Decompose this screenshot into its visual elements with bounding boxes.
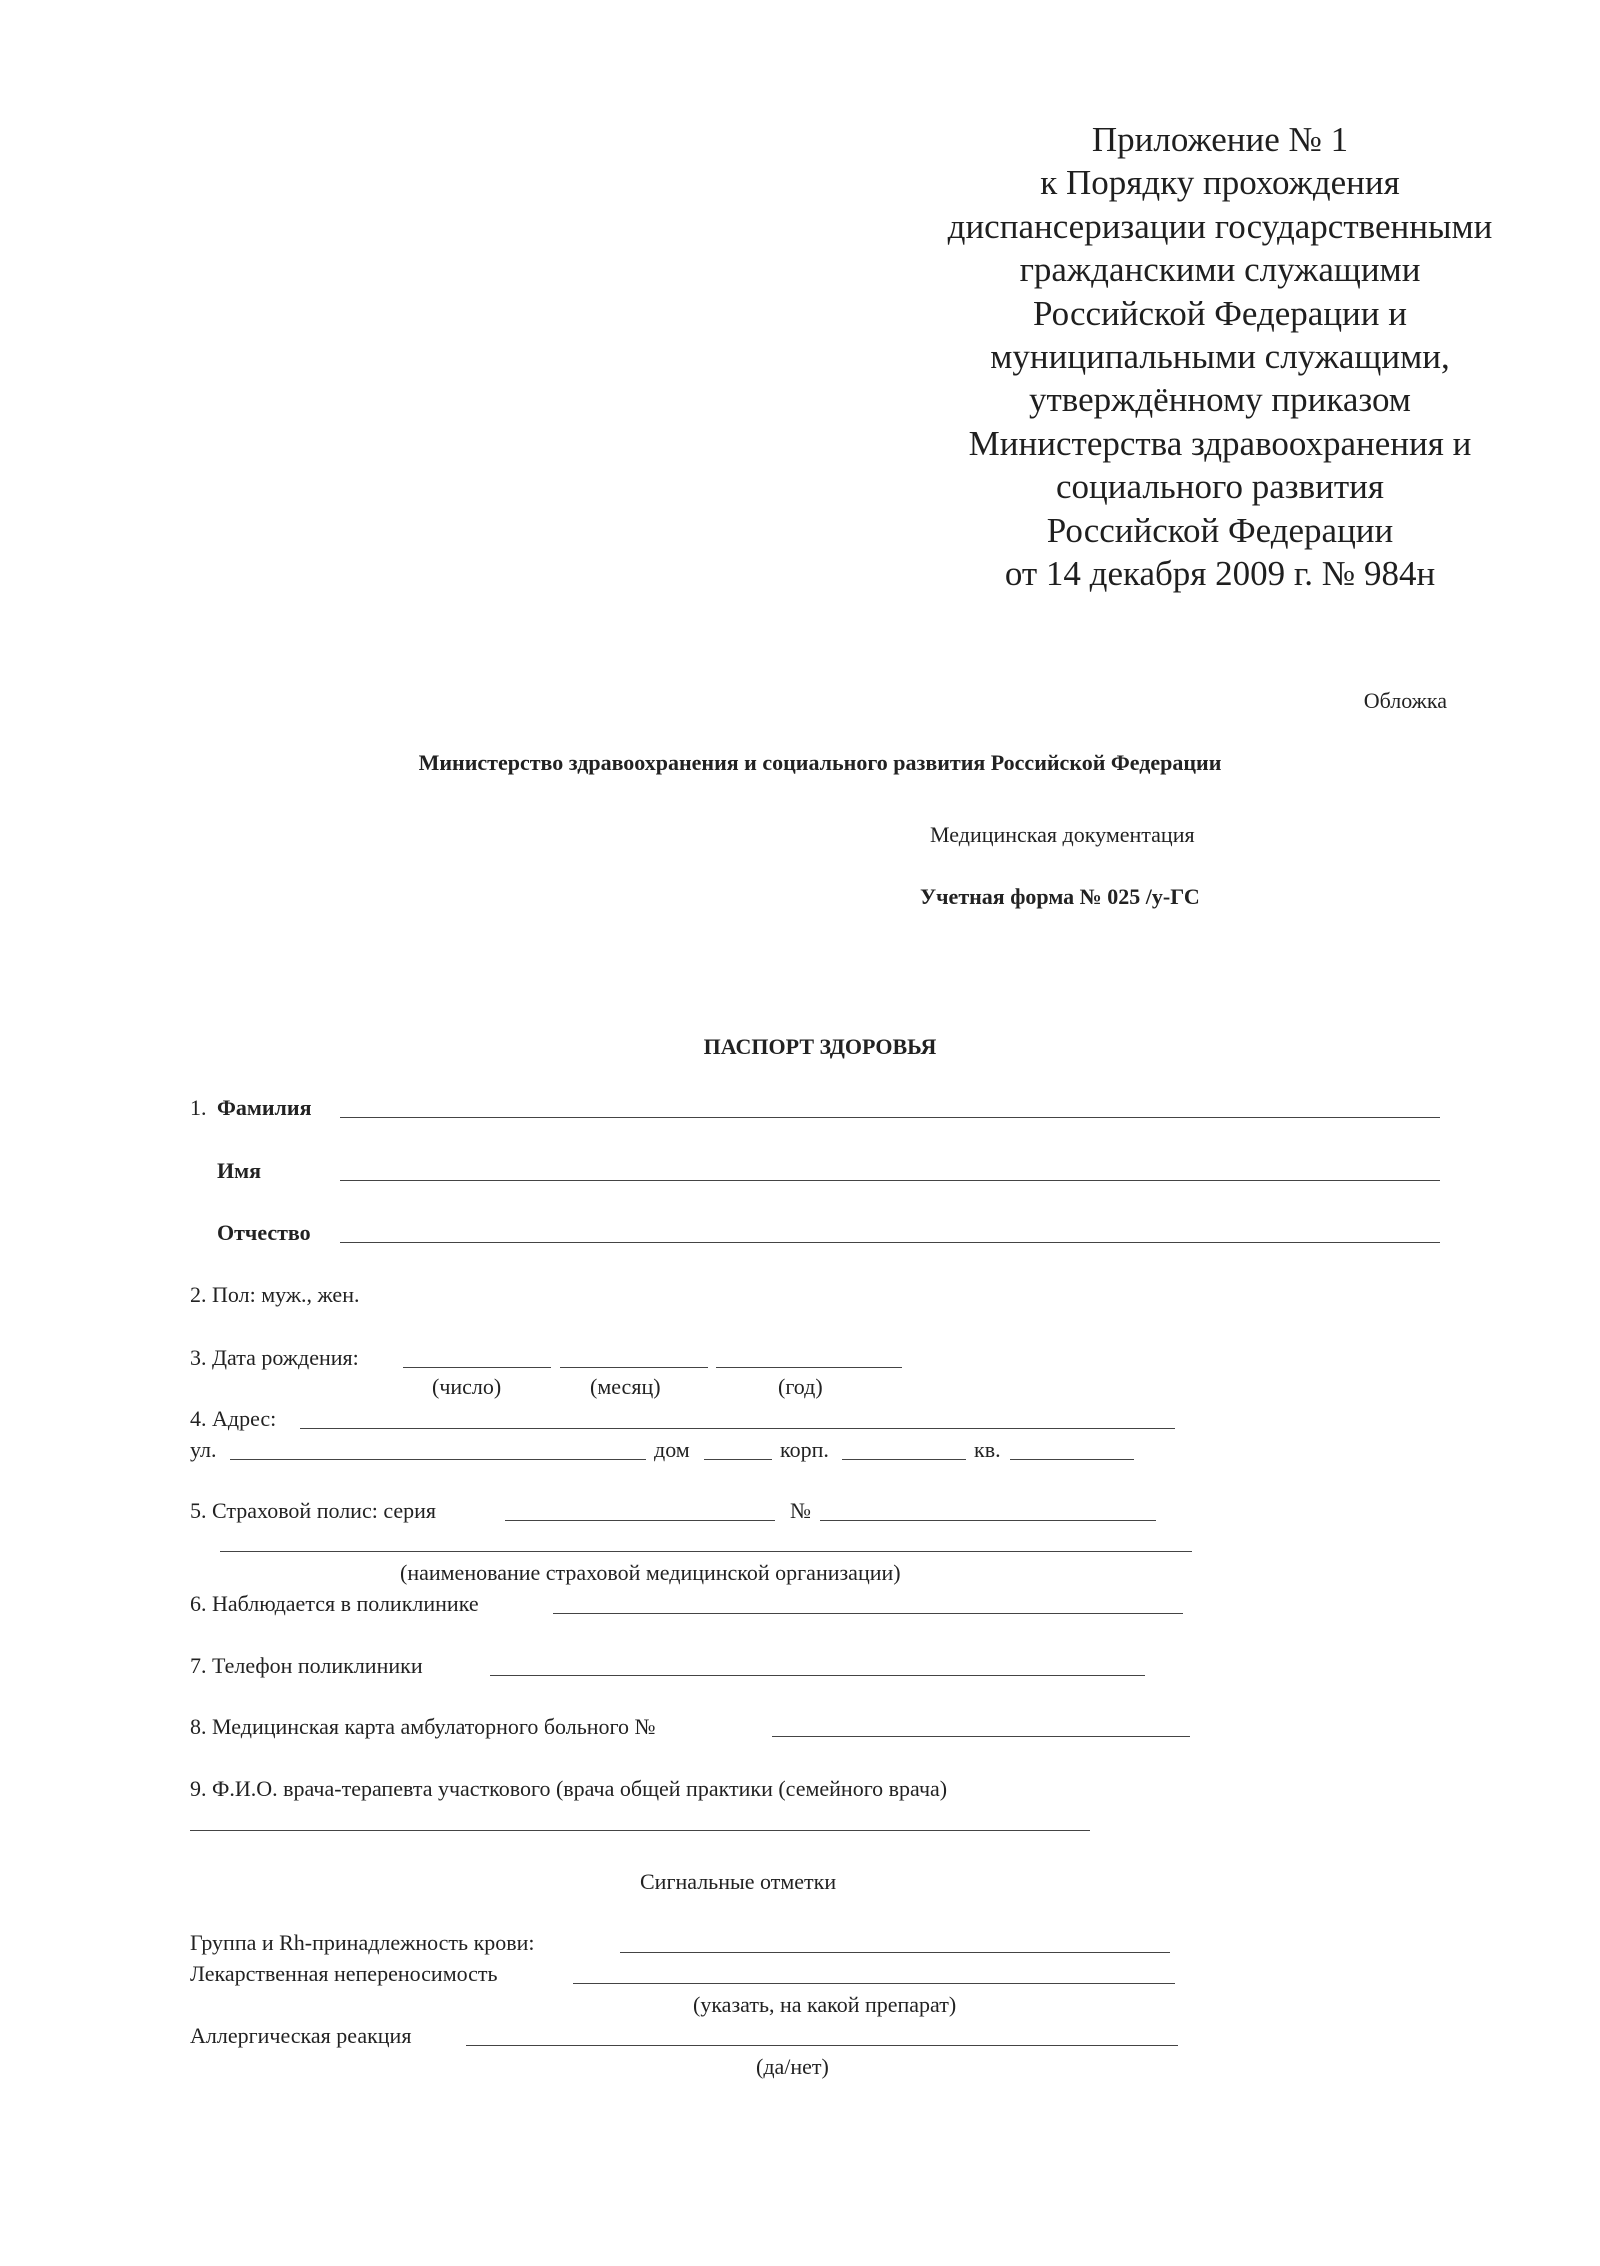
doctor-field[interactable] <box>190 1830 1090 1831</box>
street-field[interactable] <box>230 1459 646 1460</box>
appendix-line-3: диспансеризации государственными <box>947 206 1493 246</box>
insurer-field[interactable] <box>220 1551 1192 1552</box>
appendix-line-1: Приложение № 1 <box>1091 120 1349 159</box>
clinic-label: 6. Наблюдается в поликлинике <box>190 1591 479 1616</box>
allergy-caption: (да/нет) <box>756 2054 829 2079</box>
dob-month-field[interactable] <box>560 1367 708 1368</box>
policy-label: 5. Страховой полис: серия <box>190 1498 437 1523</box>
clinic-phone-field[interactable] <box>490 1675 1145 1676</box>
med-card-field[interactable] <box>772 1736 1190 1737</box>
intolerance-field[interactable] <box>573 1983 1175 1984</box>
patronymic-label: Отчество <box>217 1220 311 1245</box>
address-field[interactable] <box>300 1428 1175 1429</box>
sex-label: 2. Пол: муж., жен. <box>190 1282 360 1307</box>
appendix-line-7: утверждённому приказом <box>1029 380 1411 420</box>
name-field[interactable] <box>340 1180 1440 1181</box>
building-field[interactable] <box>842 1459 966 1460</box>
dob-day-caption: (число) <box>432 1374 502 1399</box>
appendix-line-2: к Порядку прохождения <box>1040 163 1400 203</box>
intolerance-caption: (указать, на какой препарат) <box>693 1992 957 2017</box>
apartment-field[interactable] <box>1010 1459 1134 1460</box>
allergy-field[interactable] <box>466 2045 1178 2046</box>
appendix-line-10: Российской Федерации <box>1046 510 1394 550</box>
blood-label: Группа и Rh-принадлежность крови: <box>190 1930 535 1955</box>
appendix-line-5: Российской Федерации и <box>1032 293 1407 333</box>
med-card-label: 8. Медицинская карта амбулаторного больного № <box>190 1714 656 1739</box>
appendix-line-11: от 14 декабря 2009 г. № 984н <box>1004 554 1436 594</box>
policy-series-field[interactable] <box>505 1520 775 1521</box>
appendix-line-9: социального развития <box>1056 467 1384 507</box>
doctor-label: 9. Ф.И.О. врача-терапевта участкового (врача общей практики (семейного врача) <box>190 1776 948 1801</box>
appendix-line-8: Министерства здравоохранения и <box>968 423 1472 463</box>
surname-label: Фамилия <box>217 1095 312 1120</box>
patronymic-field[interactable] <box>340 1242 1440 1243</box>
appendix-line-4: гражданскими служащими <box>1019 250 1421 290</box>
allergy-label: Аллергическая реакция <box>190 2023 412 2048</box>
dob-day-field[interactable] <box>403 1367 551 1368</box>
page-title: ПАСПОРТ ЗДОРОВЬЯ <box>703 1034 937 1059</box>
field-1-number: 1. <box>190 1095 207 1120</box>
clinic-phone-label: 7. Телефон поликлиники <box>190 1653 423 1678</box>
form-number: Учетная форма № 025 /у-ГС <box>920 884 1200 909</box>
dob-label: 3. Дата рождения: <box>190 1345 359 1370</box>
building-label: корп. <box>780 1437 829 1462</box>
dob-year-caption: (год) <box>778 1374 823 1399</box>
ministry-name: Министерство здравоохранения и социального развития Российской Федерации <box>418 750 1222 775</box>
house-field[interactable] <box>704 1459 772 1460</box>
apartment-label: кв. <box>974 1437 1001 1462</box>
appendix-header <box>790 118 1600 595</box>
med-doc-label: Медицинская документация <box>930 822 1195 847</box>
intolerance-label: Лекарственная непереносимость <box>190 1961 498 1986</box>
house-label: дом <box>654 1437 690 1462</box>
clinic-field[interactable] <box>553 1613 1183 1614</box>
policy-number-field[interactable] <box>820 1520 1156 1521</box>
blood-field[interactable] <box>620 1952 1170 1953</box>
dob-year-field[interactable] <box>716 1367 902 1368</box>
name-label: Имя <box>217 1158 261 1183</box>
appendix-line-6: муниципальными служащими, <box>990 337 1450 377</box>
signals-heading: Сигнальные отметки <box>640 1869 837 1894</box>
insurer-caption: (наименование страховой медицинской организации) <box>400 1560 901 1585</box>
policy-number-label: № <box>790 1498 811 1523</box>
address-label: 4. Адрес: <box>190 1406 277 1431</box>
surname-field[interactable] <box>340 1117 1440 1118</box>
cover-label: Обложка <box>1363 688 1447 713</box>
dob-month-caption: (месяц) <box>590 1374 661 1399</box>
street-label: ул. <box>190 1437 217 1462</box>
